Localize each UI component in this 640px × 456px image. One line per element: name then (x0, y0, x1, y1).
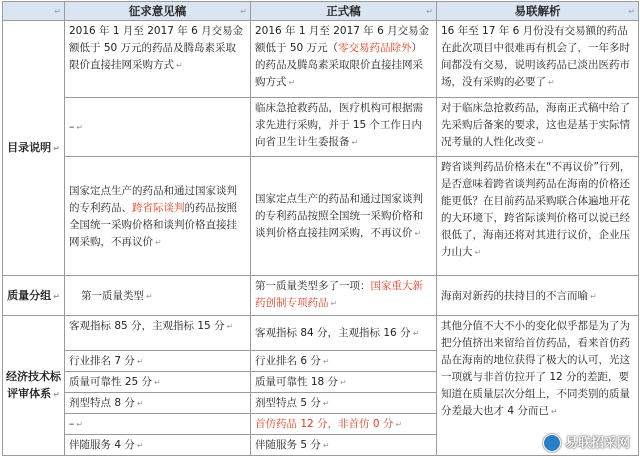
table-row (3, 98, 639, 157)
cell-draft: 质量可靠性 25 分 ↵ (65, 372, 251, 393)
table-row (3, 157, 639, 276)
category-catalog: 目录说明 ↵ (3, 21, 65, 276)
cell-final: 客观指标 84 分，主观指标 16 分 ↵ (251, 316, 437, 351)
comparison-table (2, 1, 639, 456)
cell-final: 国家定点生产的药品和通过国家谈判的专利药品按照全国统一采购价格和谈判价格直接挂网采购，不再议价 ↵ (251, 157, 437, 276)
cell-draft: – ↵ (65, 414, 251, 435)
cell-draft: 剂型特点 8 分 ↵ (65, 393, 251, 414)
cell-analysis: 其他分值不大不小的变化似乎都是为了为把分值挤出来留给首仿药品，看来首仿药品在海南的地位获得了极大的认可，光这一项就与非首仿拉开了 12 分的差距，要知道在质量层次分组上，不同类别的质量分差最大也才 4 分而已 ↵ 易联招采网 (437, 316, 639, 456)
header-row (3, 2, 639, 21)
cell-draft: 客观指标 85 分，主观指标 15 分 ↵ (65, 316, 251, 351)
cell-analysis: 海南对新药的扶持目的不言而喻 ↵ (437, 276, 639, 316)
cell-draft: – ↵ (65, 98, 251, 157)
header-empty: ↵ (3, 2, 65, 21)
table-row (3, 21, 639, 98)
cell-analysis: 对于临床急抢救药品，海南正式稿中给了先采购后备案的要求，这也是基于实际情况考量的人性化改变 ↵ (437, 98, 639, 157)
cell-final: 临床急抢救药品，医疗机构可根据需求先进行采购，并于 15 个工作日内向省卫生计生委报备 ↵ (251, 98, 437, 157)
cell-final: 首仿药品 12 分，非首仿 0 分 ↵ (251, 414, 437, 435)
table-row (3, 276, 639, 316)
cell-analysis: 跨省谈判药品价格未在“不再议价”行列，是否意味着跨省谈判药品在海南的价格还能更低？在目前药品采购联合体遍地开花的大环境下，跨省际谈判价格可以说已经很低了，海南还将对其进行议价，企业压力山大 ↵ (437, 157, 639, 276)
cell-final: 剂型特点 5 分 ↵ (251, 393, 437, 414)
cell-draft: 国家定点生产的药品和通过国家谈判的专利药品、跨省际谈判的药品按照全国统一采购价格和谈判价格直接挂网采购，不再议价 ↵ (65, 157, 251, 276)
header-draft: 征求意见稿 ↵ (65, 2, 251, 21)
cell-final: 2016 年 1 月至 2017 年 6 月交易金额低于 50 万元（零交易药品除外）的药品及腾岛素采取限价直接挂网采购方式 ↵ (251, 21, 437, 98)
cell-draft: 第一质量类型 ↵ (65, 276, 251, 316)
category-quality: 质量分组 ↵ (3, 276, 65, 316)
table-row (3, 316, 639, 351)
cell-final: 行业排名 6 分 ↵ (251, 351, 437, 372)
cell-final: 质量可靠性 18 分 ↵ (251, 372, 437, 393)
watermark: 易联招采网 (543, 434, 630, 452)
cell-draft: 伴随服务 4 分 ↵ (65, 435, 251, 456)
cell-draft: 行业排名 7 分 ↵ (65, 351, 251, 372)
circle-logo-icon (543, 434, 561, 452)
category-econ: 经济技术标评审体系 ↵ (3, 316, 65, 456)
cell-final: 第一质量类型多了一项：国家重大新药创制专项药品 ↵ (251, 276, 437, 316)
cell-final: 伴随服务 5 分 ↵ (251, 435, 437, 456)
cell-analysis: 16 年至 17 年 6 月份没有交易额的药品在此次项目中很难再有机会了，一年多时间都没有交易，说明该药品已淡出医药市场，没有采购的必要了 ↵ (437, 21, 639, 98)
header-analysis: 易联解析 ↵ (437, 2, 639, 21)
cell-draft: 2016 年 1 月至 2017 年 6 月交易金额低于 50 万元的药品及腾岛素采取限价直接挂网采购方式 ↵ (65, 21, 251, 98)
header-final: 正式稿 ↵ (251, 2, 437, 21)
